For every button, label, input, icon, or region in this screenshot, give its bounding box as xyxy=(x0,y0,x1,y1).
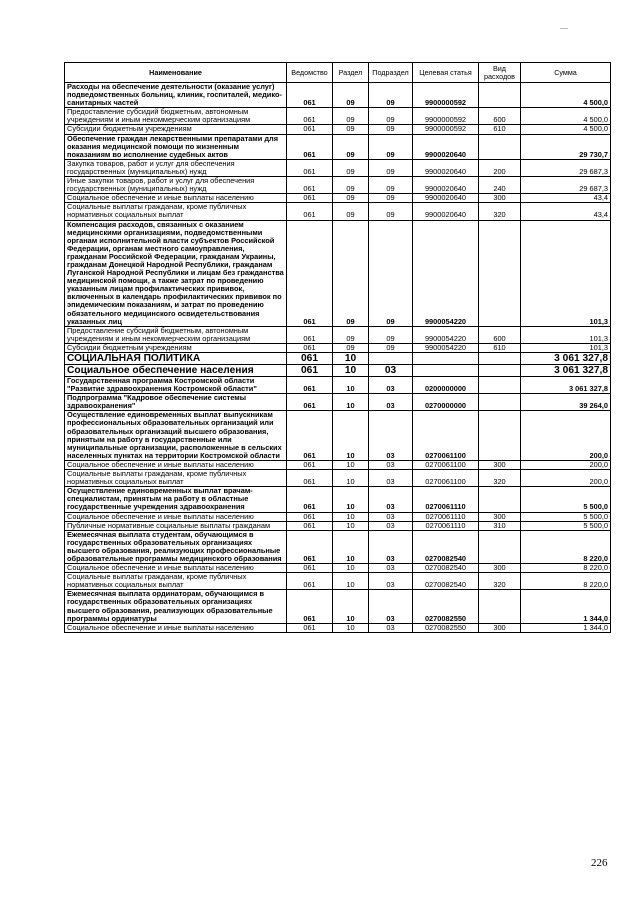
cell-target: 0270061110 xyxy=(413,512,479,521)
cell-name: Подпрограмма "Кадровое обеспечение системы здравоохранения" xyxy=(65,394,287,411)
cell-name: Социальное обеспечение и иные выплаты населению xyxy=(65,460,287,469)
cell-target: 9900020640 xyxy=(413,194,479,203)
cell-subsection: 09 xyxy=(369,326,413,343)
cell-name: Компенсация расходов, связанных с оказанием медицинскими организациями, подведомственными органам исполнительной власти субъектов Российской Федерации, органам местного самоуправления, гражданам Российской Федерации, гражданам Украины, гражданам Донецкой Народной Республики, гражданам Луганской Народной Республики и лицам без гражданства медицинской помощи, а также затрат по проведению указанным лицам профилактических прививок, включенных в календарь профилактических прививок по эпидемическим показаниям, и затрат по проведению обязательного медицинского освидетельствования указанных лиц xyxy=(65,220,287,326)
cell-kind xyxy=(479,220,521,326)
cell-section: 10 xyxy=(333,564,369,573)
cell-subsection: 09 xyxy=(369,203,413,220)
cell-subsection: 03 xyxy=(369,365,413,377)
cell-name: Государственная программа Костромской области "Развитие здравоохранения Костромской области" xyxy=(65,377,287,394)
table-row xyxy=(65,203,611,220)
cell-sum: 43,4 xyxy=(521,194,611,203)
table-row xyxy=(65,623,611,632)
cell-sum: 8 220,0 xyxy=(521,573,611,590)
cell-subsection: 03 xyxy=(369,487,413,512)
cell-kind xyxy=(479,530,521,563)
cell-target: 9900054220 xyxy=(413,326,479,343)
cell-section: 10 xyxy=(333,590,369,623)
cell-section: 10 xyxy=(333,623,369,632)
table-row xyxy=(65,377,611,394)
cell-kind: 300 xyxy=(479,512,521,521)
table-row xyxy=(65,487,611,512)
table-row xyxy=(65,573,611,590)
cell-sum: 101,3 xyxy=(521,343,611,352)
cell-subsection: 09 xyxy=(369,194,413,203)
cell-name: Закупка товаров, работ и услуг для обеспечения государственных (муниципальных) нужд xyxy=(65,159,287,176)
cell-subsection: 09 xyxy=(369,343,413,352)
cell-dept: 061 xyxy=(287,220,333,326)
cell-subsection: 03 xyxy=(369,460,413,469)
cell-subsection: 03 xyxy=(369,512,413,521)
cell-target: 9900000592 xyxy=(413,83,479,108)
cell-sum: 5 500,0 xyxy=(521,512,611,521)
cell-name: Обеспечение граждан лекарственными препаратами для оказания медицинской помощи по жизненным показаниям во исполнение судебных актов xyxy=(65,134,287,159)
cell-sum: 39 264,0 xyxy=(521,394,611,411)
cell-kind: 600 xyxy=(479,108,521,125)
cell-subsection: 03 xyxy=(369,530,413,563)
cell-kind: 600 xyxy=(479,326,521,343)
cell-name: Социальные выплаты гражданам, кроме публичных нормативных социальных выплат xyxy=(65,470,287,487)
scan-mark xyxy=(560,28,568,29)
cell-sum: 8 220,0 xyxy=(521,564,611,573)
cell-sum: 5 500,0 xyxy=(521,521,611,530)
cell-subsection: 03 xyxy=(369,573,413,590)
cell-name: СОЦИАЛЬНАЯ ПОЛИТИКА xyxy=(65,353,287,365)
cell-kind: 300 xyxy=(479,460,521,469)
cell-kind xyxy=(479,411,521,461)
cell-kind xyxy=(479,487,521,512)
cell-kind: 610 xyxy=(479,125,521,134)
table-row xyxy=(65,353,611,365)
cell-target: 0200000000 xyxy=(413,377,479,394)
cell-sum: 101,3 xyxy=(521,326,611,343)
cell-target xyxy=(413,365,479,377)
cell-target: 0270061100 xyxy=(413,470,479,487)
table-header-row xyxy=(65,63,611,83)
table-row xyxy=(65,343,611,352)
cell-target: 9900020640 xyxy=(413,177,479,194)
cell-section: 09 xyxy=(333,108,369,125)
cell-target: 9900054220 xyxy=(413,343,479,352)
cell-sum: 1 344,0 xyxy=(521,623,611,632)
page-number: 226 xyxy=(591,857,608,869)
cell-sum: 1 344,0 xyxy=(521,590,611,623)
cell-sum: 3 061 327,8 xyxy=(521,365,611,377)
cell-section: 10 xyxy=(333,394,369,411)
cell-dept: 061 xyxy=(287,343,333,352)
cell-kind: 320 xyxy=(479,573,521,590)
cell-kind: 300 xyxy=(479,564,521,573)
cell-subsection: 09 xyxy=(369,134,413,159)
cell-dept: 061 xyxy=(287,365,333,377)
cell-kind: 610 xyxy=(479,343,521,352)
cell-kind: 200 xyxy=(479,159,521,176)
cell-target: 0270061110 xyxy=(413,487,479,512)
col-name-header: Наименование xyxy=(65,63,287,83)
cell-section: 09 xyxy=(333,326,369,343)
cell-target: 9900020640 xyxy=(413,134,479,159)
cell-name: Предоставление субсидий бюджетным, автономным учреждениям и иным некоммерческим организациям xyxy=(65,326,287,343)
cell-dept: 061 xyxy=(287,590,333,623)
cell-dept: 061 xyxy=(287,134,333,159)
col-kind-header: Вид расходов xyxy=(479,63,521,83)
cell-name: Ежемесячная выплата ординаторам, обучающимся в государственных образовательных организациях высшего образования, реализующих образовательные программы ординатуры xyxy=(65,590,287,623)
cell-target: 0270082540 xyxy=(413,530,479,563)
cell-dept: 061 xyxy=(287,460,333,469)
cell-kind xyxy=(479,365,521,377)
cell-dept: 061 xyxy=(287,530,333,563)
cell-dept: 061 xyxy=(287,194,333,203)
cell-name: Субсидии бюджетным учреждениям xyxy=(65,343,287,352)
table-row xyxy=(65,411,611,461)
cell-sum: 29 687,3 xyxy=(521,177,611,194)
cell-name: Социальные выплаты гражданам, кроме публичных нормативных социальных выплат xyxy=(65,573,287,590)
cell-section: 10 xyxy=(333,530,369,563)
cell-kind: 310 xyxy=(479,521,521,530)
col-dept-header: Ведомство xyxy=(287,63,333,83)
cell-name: Социальное обеспечение и иные выплаты населению xyxy=(65,512,287,521)
cell-subsection: 09 xyxy=(369,125,413,134)
cell-sum: 200,0 xyxy=(521,411,611,461)
cell-subsection: 09 xyxy=(369,220,413,326)
cell-section: 10 xyxy=(333,521,369,530)
cell-subsection: 03 xyxy=(369,564,413,573)
cell-section: 09 xyxy=(333,220,369,326)
cell-name: Ежемесячная выплата студентам, обучающимся в государственных образовательных организациях высшего образования, реализующих профессиональные образовательные программы медицинского образования xyxy=(65,530,287,563)
table-row xyxy=(65,365,611,377)
cell-section: 09 xyxy=(333,203,369,220)
cell-kind: 300 xyxy=(479,623,521,632)
cell-dept: 061 xyxy=(287,203,333,220)
cell-target: 9900000592 xyxy=(413,125,479,134)
cell-name: Расходы на обеспечение деятельности (оказание услуг) подведомственных больниц, клиник, госпиталей, медико-санитарных частей xyxy=(65,83,287,108)
cell-section: 09 xyxy=(333,134,369,159)
cell-subsection: 03 xyxy=(369,394,413,411)
cell-kind xyxy=(479,590,521,623)
cell-target: 0270000000 xyxy=(413,394,479,411)
cell-dept: 061 xyxy=(287,377,333,394)
cell-sum: 8 220,0 xyxy=(521,530,611,563)
cell-target: 0270061100 xyxy=(413,460,479,469)
cell-subsection: 09 xyxy=(369,177,413,194)
cell-subsection: 03 xyxy=(369,623,413,632)
cell-target: 0270061100 xyxy=(413,411,479,461)
cell-kind xyxy=(479,353,521,365)
cell-sum: 29 730,7 xyxy=(521,134,611,159)
cell-target: 0270082550 xyxy=(413,590,479,623)
table-row xyxy=(65,521,611,530)
cell-subsection: 09 xyxy=(369,83,413,108)
cell-dept: 061 xyxy=(287,564,333,573)
cell-dept: 061 xyxy=(287,512,333,521)
cell-subsection: 03 xyxy=(369,590,413,623)
cell-dept: 061 xyxy=(287,125,333,134)
cell-section: 10 xyxy=(333,470,369,487)
cell-target: 9900020640 xyxy=(413,203,479,220)
cell-target: 0270082540 xyxy=(413,564,479,573)
cell-dept: 061 xyxy=(287,394,333,411)
cell-section: 09 xyxy=(333,343,369,352)
cell-section: 09 xyxy=(333,194,369,203)
cell-sum: 5 500,0 xyxy=(521,487,611,512)
cell-sum: 43,4 xyxy=(521,203,611,220)
cell-section: 10 xyxy=(333,487,369,512)
cell-section: 10 xyxy=(333,377,369,394)
cell-section: 10 xyxy=(333,411,369,461)
cell-sum: 3 061 327,8 xyxy=(521,353,611,365)
cell-dept: 061 xyxy=(287,159,333,176)
cell-kind xyxy=(479,134,521,159)
cell-name: Иные закупки товаров, работ и услуг для обеспечения государственных (муниципальных) нужд xyxy=(65,177,287,194)
table-row xyxy=(65,530,611,563)
cell-sum: 200,0 xyxy=(521,470,611,487)
cell-name: Социальные выплаты гражданам, кроме публичных нормативных социальных выплат xyxy=(65,203,287,220)
cell-target: 9900020640 xyxy=(413,159,479,176)
cell-target: 9900000592 xyxy=(413,108,479,125)
cell-dept: 061 xyxy=(287,521,333,530)
cell-dept: 061 xyxy=(287,470,333,487)
cell-subsection: 03 xyxy=(369,521,413,530)
cell-dept: 061 xyxy=(287,623,333,632)
table-row xyxy=(65,512,611,521)
cell-dept: 061 xyxy=(287,411,333,461)
col-target-header: Целевая статья xyxy=(413,63,479,83)
cell-section: 10 xyxy=(333,573,369,590)
cell-name: Субсидии бюджетным учреждениям xyxy=(65,125,287,134)
col-section-header: Раздел xyxy=(333,63,369,83)
cell-name: Социальное обеспечение и иные выплаты населению xyxy=(65,623,287,632)
cell-subsection: 09 xyxy=(369,159,413,176)
cell-dept: 061 xyxy=(287,108,333,125)
cell-subsection: 03 xyxy=(369,377,413,394)
cell-dept: 061 xyxy=(287,353,333,365)
cell-sum: 29 687,3 xyxy=(521,159,611,176)
cell-name: Социальное обеспечение и иные выплаты населению xyxy=(65,564,287,573)
cell-sum: 4 500,0 xyxy=(521,108,611,125)
table-row xyxy=(65,177,611,194)
cell-dept: 061 xyxy=(287,573,333,590)
cell-section: 09 xyxy=(333,177,369,194)
cell-section: 09 xyxy=(333,83,369,108)
cell-kind xyxy=(479,377,521,394)
cell-kind: 320 xyxy=(479,470,521,487)
cell-dept: 061 xyxy=(287,177,333,194)
table-row xyxy=(65,220,611,326)
cell-dept: 061 xyxy=(287,83,333,108)
cell-section: 10 xyxy=(333,353,369,365)
cell-target xyxy=(413,353,479,365)
cell-dept: 061 xyxy=(287,326,333,343)
table-row xyxy=(65,326,611,343)
table-row xyxy=(65,134,611,159)
table-row xyxy=(65,590,611,623)
cell-sum: 3 061 327,8 xyxy=(521,377,611,394)
cell-subsection: 03 xyxy=(369,411,413,461)
cell-target: 0270082550 xyxy=(413,623,479,632)
col-sum-header: Сумма xyxy=(521,63,611,83)
cell-sum: 101,3 xyxy=(521,220,611,326)
cell-name: Предоставление субсидий бюджетным, автономным учреждениям и иным некоммерческим организациям xyxy=(65,108,287,125)
cell-kind: 300 xyxy=(479,194,521,203)
table-row xyxy=(65,125,611,134)
col-subsection-header: Подраздел xyxy=(369,63,413,83)
cell-kind: 320 xyxy=(479,203,521,220)
cell-name: Осуществление единовременных выплат врачам-специалистам, принятым на работу в областные государственные учреждения здравоохранения xyxy=(65,487,287,512)
table-row xyxy=(65,83,611,108)
cell-name: Социальное обеспечение населения xyxy=(65,365,287,377)
cell-subsection: 09 xyxy=(369,108,413,125)
cell-section: 09 xyxy=(333,125,369,134)
cell-subsection xyxy=(369,353,413,365)
cell-section: 10 xyxy=(333,512,369,521)
cell-subsection: 03 xyxy=(369,470,413,487)
cell-kind xyxy=(479,394,521,411)
table-row xyxy=(65,159,611,176)
cell-kind xyxy=(479,83,521,108)
cell-target: 0270061110 xyxy=(413,521,479,530)
cell-dept: 061 xyxy=(287,487,333,512)
cell-name: Осуществление единовременных выплат выпускникам профессиональных образовательных организаций или образовательных организаций высшего образования, принятым на работу в государственные или муниципальные организации, расположенные в сельских населенных пунктах на территории Костромской области xyxy=(65,411,287,461)
cell-sum: 4 500,0 xyxy=(521,125,611,134)
cell-target: 9900054220 xyxy=(413,220,479,326)
table-row xyxy=(65,470,611,487)
cell-section: 10 xyxy=(333,460,369,469)
table-row xyxy=(65,108,611,125)
budget-table xyxy=(64,62,611,633)
cell-name: Публичные нормативные социальные выплаты гражданам xyxy=(65,521,287,530)
cell-sum: 4 500,0 xyxy=(521,83,611,108)
cell-section: 09 xyxy=(333,159,369,176)
cell-kind: 240 xyxy=(479,177,521,194)
cell-name: Социальное обеспечение и иные выплаты населению xyxy=(65,194,287,203)
cell-target: 0270082540 xyxy=(413,573,479,590)
cell-section: 10 xyxy=(333,365,369,377)
table-row xyxy=(65,394,611,411)
cell-sum: 200,0 xyxy=(521,460,611,469)
